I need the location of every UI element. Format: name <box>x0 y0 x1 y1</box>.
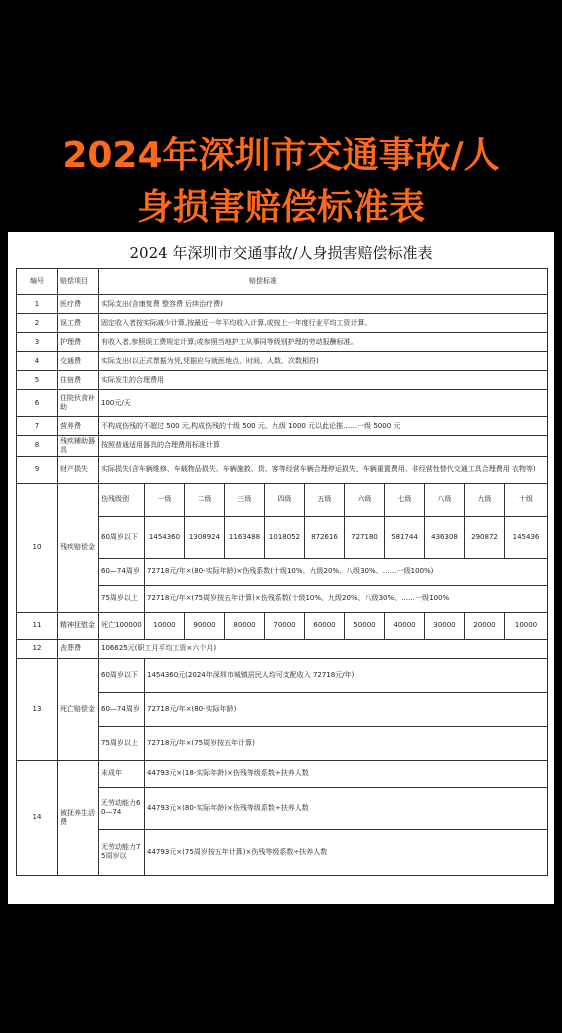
formula-cell: 72718元/年×(80-实际年龄)×伤残系数(十级10%、九级20%、八级30%、……一级100%) <box>145 558 548 585</box>
item-standard: 106625元(职工月平均工资×六个月) <box>99 639 548 658</box>
value-cell: 1163488 <box>225 516 265 558</box>
funeral-row <box>17 639 548 658</box>
banner-line-1: 2024年深圳市交通事故/人 <box>62 135 500 176</box>
row-number: 1 <box>17 295 58 314</box>
row-number: 3 <box>17 333 58 352</box>
document-paper <box>8 232 554 904</box>
value-cell: 1308924 <box>185 516 225 558</box>
age-label: 75周岁以上 <box>99 726 145 760</box>
item-name: 残疾辅助器具 <box>58 436 99 457</box>
item-standard: 实际损失(含车辆维修、车载物品损失、车辆施救、货、客等经营车辆合理停运损失、车辆重置费用、非经营性替代交通工具合理费用 衣物等) <box>99 456 548 483</box>
level-cell: 七级 <box>385 483 425 516</box>
level-cell: 三级 <box>225 483 265 516</box>
age-label: 60—74周岁 <box>99 558 145 585</box>
item-name: 丧葬费 <box>58 639 99 658</box>
dependent-row <box>17 760 548 787</box>
table-row <box>17 295 548 314</box>
age-label: 60—74周岁 <box>99 692 145 726</box>
value-cell: 30000 <box>425 612 465 639</box>
row-number: 4 <box>17 352 58 371</box>
document-title: 2024 年深圳市交通事故/人身损害赔偿标准表 <box>129 244 433 262</box>
item-name: 误工费 <box>58 314 99 333</box>
item-name: 财产损失 <box>58 456 99 483</box>
level-cell: 五级 <box>305 483 345 516</box>
table-header-row <box>17 269 548 295</box>
item-name: 住院伙食补助 <box>58 390 99 417</box>
level-label: 伤残级别 <box>99 483 145 516</box>
item-name: 护理费 <box>58 333 99 352</box>
value-cell: 20000 <box>465 612 505 639</box>
formula-cell: 72718元/年×(75周岁按五年计算)×伤残系数(十级10%、九级20%、八级30%、……一级100% <box>145 585 548 612</box>
value-cell: 581744 <box>385 516 425 558</box>
value-cell: 727180 <box>345 516 385 558</box>
item-standard: 实际支出(以正式票据为凭,凭据应与就医地点、时间、人数、次数相符) <box>99 352 548 371</box>
table-row <box>17 333 548 352</box>
value-cell: 872616 <box>305 516 345 558</box>
item-name: 精神抚慰金 <box>58 612 99 639</box>
item-standard: 100元/天 <box>99 390 548 417</box>
compensation-table <box>16 268 548 876</box>
item-standard: 72718元/年×(75周岁按五年计算) <box>145 726 548 760</box>
item-standard: 44793元×(18-实际年龄)×伤残等级系数÷扶养人数 <box>145 760 548 787</box>
item-name: 死亡赔偿金 <box>58 658 99 760</box>
value-cell: 70000 <box>265 612 305 639</box>
row-number: 12 <box>17 639 58 658</box>
item-standard: 固定收入者按实际减少计算,按最近一年平均收入计算,或按上一年度行业平均工资计算。 <box>99 314 548 333</box>
item-standard: 按照普通适用器具的合理费用标准计算 <box>99 436 548 457</box>
item-standard: 实际支出(含康复费 整容费 后续治疗费) <box>99 295 548 314</box>
item-standard: 有收入者,参照误工费规定计算;或参照当地护工从事同等级别护理的劳动报酬标准。 <box>99 333 548 352</box>
age-label: 60周岁以下 <box>99 516 145 558</box>
value-cell: 10000 <box>505 612 548 639</box>
item-name: 被抚养生活费 <box>58 760 99 875</box>
table-row <box>17 314 548 333</box>
age-label: 未成年 <box>99 760 145 787</box>
item-standard: 72718元/年×(80-实际年龄) <box>145 692 548 726</box>
item-standard: 不构成伤残的不超过 500 元,构成伤残的十级 500 元、九级 1000 元以此论推……一级 5000 元 <box>99 417 548 436</box>
item-name: 交通费 <box>58 352 99 371</box>
age-label: 60周岁以下 <box>99 658 145 692</box>
level-cell: 九级 <box>465 483 505 516</box>
level-cell: 一级 <box>145 483 185 516</box>
item-name: 残疾赔偿金 <box>58 483 99 612</box>
level-cell: 八级 <box>425 483 465 516</box>
table-row <box>17 371 548 390</box>
death-label: 死亡100000 <box>99 612 145 639</box>
table-row <box>17 436 548 457</box>
table-row <box>17 456 548 483</box>
value-cell: 50000 <box>345 612 385 639</box>
row-number: 6 <box>17 390 58 417</box>
mental-row <box>17 612 548 639</box>
value-cell: 145436 <box>505 516 548 558</box>
value-cell: 1454360 <box>145 516 185 558</box>
row-number: 2 <box>17 314 58 333</box>
row-number: 10 <box>17 483 58 612</box>
item-standard: 实际发生的合理费用 <box>99 371 548 390</box>
item-standard: 44793元×(75周岁按五年计算)×伤残等级系数÷扶养人数 <box>145 829 548 875</box>
header-item: 赔偿项目 <box>58 269 99 295</box>
row-number: 5 <box>17 371 58 390</box>
row-number: 7 <box>17 417 58 436</box>
level-cell: 二级 <box>185 483 225 516</box>
age-label: 无劳动能力60—74 <box>99 787 145 829</box>
row-number: 9 <box>17 456 58 483</box>
item-standard: 1454360元(2024年深圳市城镇居民人均可支配收入 72718元/年) <box>145 658 548 692</box>
header-no: 编号 <box>17 269 58 295</box>
item-name: 医疗费 <box>58 295 99 314</box>
value-cell: 1018052 <box>265 516 305 558</box>
row-number: 8 <box>17 436 58 457</box>
row-number: 14 <box>17 760 58 875</box>
table-row <box>17 352 548 371</box>
item-name: 营养费 <box>58 417 99 436</box>
item-name: 住宿费 <box>58 371 99 390</box>
level-cell: 十级 <box>505 483 548 516</box>
title-banner <box>0 130 562 234</box>
level-cell: 六级 <box>345 483 385 516</box>
value-cell: 60000 <box>305 612 345 639</box>
value-cell: 80000 <box>225 612 265 639</box>
header-standard: 赔偿标准 <box>99 269 548 295</box>
age-label: 无劳动能力75周岁以 <box>99 829 145 875</box>
value-cell: 290872 <box>465 516 505 558</box>
row-number: 11 <box>17 612 58 639</box>
row-number: 13 <box>17 658 58 760</box>
banner-line-2: 身损害赔偿标准表 <box>136 187 425 228</box>
value-cell: 10000 <box>145 612 185 639</box>
value-cell: 90000 <box>185 612 225 639</box>
table-row <box>17 417 548 436</box>
age-label: 75周岁以上 <box>99 585 145 612</box>
level-cell: 四级 <box>265 483 305 516</box>
table-row <box>17 390 548 417</box>
item-standard: 44793元×(80-实际年龄)×伤残等级系数÷扶养人数 <box>145 787 548 829</box>
value-cell: 436308 <box>425 516 465 558</box>
value-cell: 40000 <box>385 612 425 639</box>
death-row <box>17 658 548 692</box>
disability-level-row <box>17 483 548 516</box>
